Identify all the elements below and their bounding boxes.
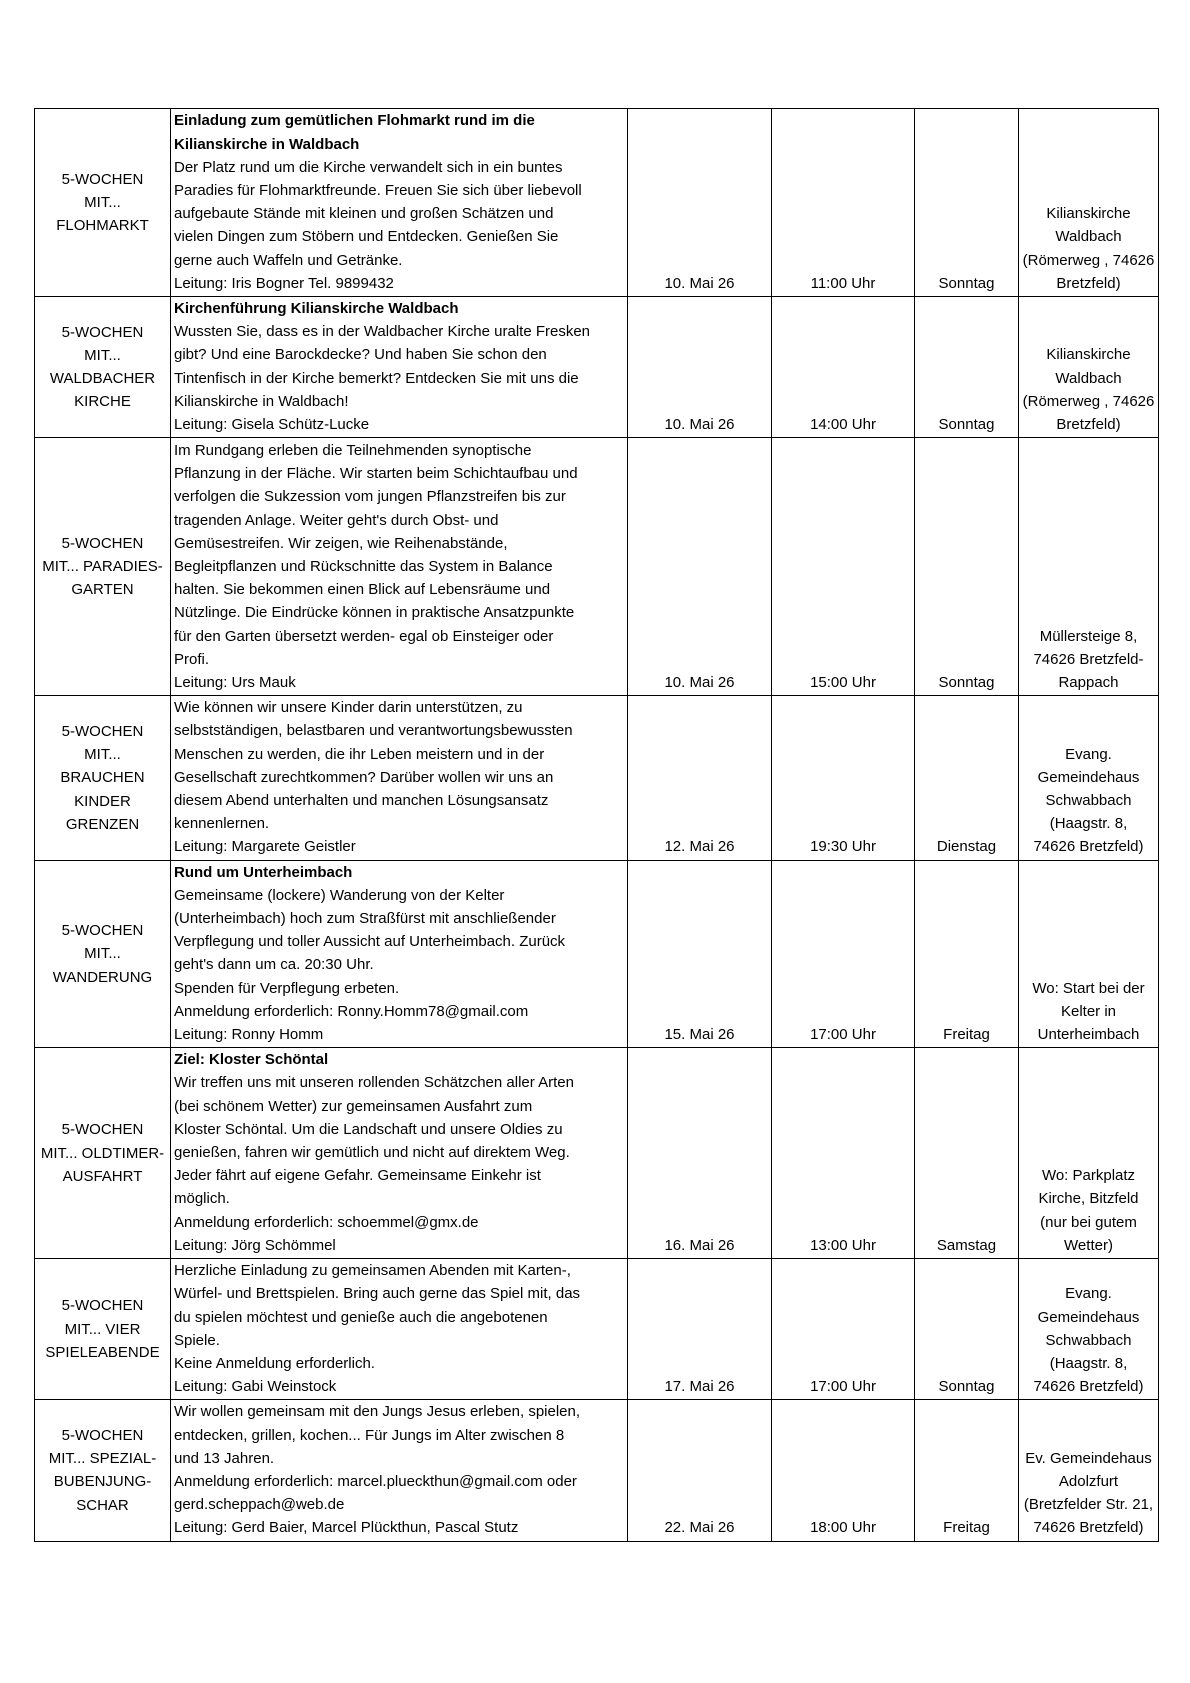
event-category-line: 5-WOCHEN	[61, 1297, 144, 1315]
event-title-line: Kirchenführung Kilianskirche Waldbach	[174, 300, 459, 317]
event-location-line: (nur bei gutem	[1040, 1213, 1137, 1231]
event-description-line: Wussten Sie, dass es in der Waldbacher Kirche uralte Fresken	[174, 323, 591, 341]
event-time-text: 17:00 Uhr	[810, 1378, 876, 1396]
event-location-line: 74626 Bretzfeld)	[1033, 1378, 1144, 1396]
event-description-line: genießen, fahren wir gemütlich und nicht auf direktem Weg.	[174, 1144, 570, 1162]
event-description-line: geht's dann um ca. 20:30 Uhr.	[174, 956, 374, 974]
event-date	[628, 1048, 772, 1259]
event-category-line: MIT...	[84, 193, 121, 211]
event-weekday	[915, 1400, 1019, 1541]
event-weekday	[915, 1048, 1019, 1259]
event-description-line: Menschen zu werden, die ihr Leben meistern und in der	[174, 745, 545, 763]
event-category-line: SCHAR	[76, 1496, 129, 1514]
event-date-text: 10. Mai 26	[664, 274, 735, 292]
event-description-line: diesem Abend unterhalten und manchen Lösungsansatz	[174, 792, 549, 810]
event-time	[772, 109, 915, 297]
event-location-line: Unterheimbach	[1037, 1026, 1140, 1044]
event-description-line: kennenlernen.	[174, 815, 270, 833]
event-category-line: GRENZEN	[65, 815, 140, 833]
event-category-line: BRAUCHEN	[60, 769, 145, 787]
event-category-line: MIT... VIER	[64, 1320, 141, 1338]
event-description-line: Leitung: Gerd Baier, Marcel Plückthun, Pascal Stutz	[174, 1519, 519, 1537]
event-location-line: Rappach	[1058, 674, 1119, 692]
event-category	[35, 297, 171, 438]
event-date-text: 22. Mai 26	[664, 1519, 735, 1537]
event-weekday-text: Sonntag	[938, 1378, 995, 1396]
events-table-body	[35, 109, 1159, 1542]
event-location-line: Adolzfurt	[1058, 1472, 1119, 1490]
event-category-line: WALDBACHER	[49, 370, 156, 388]
event-weekday-text: Freitag	[943, 1026, 990, 1044]
event-category-line: MIT... PARADIES-	[42, 558, 163, 576]
event-description-line: Gemeinsame (lockere) Wanderung von der Kelter	[174, 886, 505, 904]
event-description-line: Leitung: Margarete Geistler	[174, 838, 356, 856]
event-time-text: 18:00 Uhr	[810, 1519, 876, 1537]
event-date-text: 10. Mai 26	[664, 416, 735, 434]
event-description-line: Jeder fährt auf eigene Gefahr. Gemeinsame Einkehr ist	[174, 1167, 541, 1185]
event-description-line: Der Platz rund um die Kirche verwandelt sich in ein buntes	[174, 158, 563, 176]
event-description-line: Nützlinge. Die Eindrücke können in praktische Ansatzpunkte	[174, 604, 575, 622]
event-category-line: BUBENJUNG-	[53, 1473, 152, 1491]
event-location-line: Schwabbach	[1045, 792, 1132, 810]
event-category-line: AUSFAHRT	[62, 1167, 143, 1185]
event-category-line: KINDER	[74, 792, 131, 810]
event-description-line: Paradies für Flohmarktfreunde. Freuen Sie sich über liebevoll	[174, 181, 582, 199]
event-description-line: Anmeldung erforderlich: marcel.plueckthun@gmail.com oder	[174, 1472, 577, 1490]
event-category-line: 5-WOCHEN	[61, 1121, 144, 1139]
event-category-line: KIRCHE	[74, 393, 131, 411]
event-row	[35, 696, 1159, 860]
event-description-line: Anmeldung erforderlich: schoemmel@gmx.de	[174, 1213, 479, 1231]
event-description-line: Keine Anmeldung erforderlich.	[174, 1354, 375, 1372]
event-date-text: 10. Mai 26	[664, 674, 735, 692]
event-weekday	[915, 297, 1019, 438]
event-location	[1019, 860, 1159, 1048]
event-category	[35, 696, 171, 860]
event-category-line: 5-WOCHEN	[61, 534, 144, 552]
event-weekday-text: Samstag	[936, 1236, 997, 1254]
event-category	[35, 860, 171, 1048]
event-description-line: Wie können wir unsere Kinder darin unterstützen, zu	[174, 699, 523, 717]
event-location-line: 74626 Bretzfeld-	[1033, 650, 1144, 668]
event-time-text: 19:30 Uhr	[810, 838, 876, 856]
event-description-line: Leitung: Iris Bogner Tel. 9899432	[174, 274, 394, 292]
event-category-line: WANDERUNG	[52, 968, 153, 986]
event-description-line: gerd.scheppach@web.de	[174, 1496, 345, 1514]
event-category-line: MIT...	[84, 346, 121, 364]
event-weekday	[915, 109, 1019, 297]
event-description-line: vielen Dingen zum Stöbern und Entdecken. Genießen Sie	[174, 228, 559, 246]
event-location	[1019, 1259, 1159, 1400]
event-time-text: 17:00 Uhr	[810, 1026, 876, 1044]
event-weekday-text: Sonntag	[938, 416, 995, 434]
event-description-line: Im Rundgang erleben die Teilnehmenden synoptische	[174, 441, 532, 459]
event-row	[35, 1048, 1159, 1259]
event-description-line: Leitung: Jörg Schömmel	[174, 1236, 336, 1254]
event-description-line: Leitung: Gabi Weinstock	[174, 1378, 337, 1396]
event-location-line: Ev. Gemeindehaus	[1025, 1449, 1152, 1467]
event-time	[772, 1259, 915, 1400]
event-weekday	[915, 696, 1019, 860]
event-location	[1019, 109, 1159, 297]
event-date-text: 17. Mai 26	[664, 1378, 735, 1396]
event-row	[35, 297, 1159, 438]
event-location	[1019, 1400, 1159, 1541]
event-description-line: für den Garten übersetzt werden- egal ob Einsteiger oder	[174, 627, 554, 645]
event-date	[628, 109, 772, 297]
event-description-line: verfolgen die Sukzession vom jungen Pflanzstreifen bis zur	[174, 488, 566, 506]
event-category-line: 5-WOCHEN	[61, 170, 144, 188]
event-description-line: entdecken, grillen, kochen... Für Jungs im Alter zwischen 8	[174, 1426, 565, 1444]
event-description	[171, 109, 628, 297]
event-description-line: Würfel- und Brettspielen. Bring auch gerne das Spiel mit, das	[174, 1285, 581, 1303]
event-location-line: Waldbach	[1055, 228, 1122, 246]
event-weekday	[915, 438, 1019, 696]
event-description-line: (Unterheimbach) hoch zum Straßfürst mit anschließender	[174, 910, 556, 928]
event-time	[772, 860, 915, 1048]
event-date	[628, 297, 772, 438]
event-date	[628, 1259, 772, 1400]
event-row	[35, 109, 1159, 297]
event-location-line: Gemeindehaus	[1037, 1308, 1140, 1326]
event-weekday-text: Sonntag	[938, 274, 995, 292]
event-row	[35, 860, 1159, 1048]
event-row	[35, 438, 1159, 696]
event-time-text: 11:00 Uhr	[810, 274, 876, 292]
event-category-line: MIT... SPEZIAL-	[48, 1450, 157, 1468]
event-description-line: Kloster Schöntal. Um die Landschaft und unsere Oldies zu	[174, 1120, 563, 1138]
event-description-line: Herzliche Einladung zu gemeinsamen Abenden mit Karten-,	[174, 1262, 571, 1280]
event-category-line: SPIELEABENDE	[45, 1343, 160, 1361]
event-date	[628, 438, 772, 696]
event-location-line: Gemeindehaus	[1037, 768, 1140, 786]
event-description-line: Pflanzung in der Fläche. Wir starten beim Schichtaufbau und	[174, 465, 578, 483]
event-description	[171, 1400, 628, 1541]
event-category	[35, 1259, 171, 1400]
event-date-text: 16. Mai 26	[664, 1236, 735, 1254]
event-time	[772, 1400, 915, 1541]
event-title-line: Rund um Unterheimbach	[174, 863, 353, 881]
event-description	[171, 297, 628, 438]
event-location	[1019, 297, 1159, 438]
event-location-line: (Haagstr. 8,	[1049, 815, 1128, 833]
event-location-line: Müllersteige 8,	[1039, 627, 1138, 645]
event-description-line: tragenden Anlage. Weiter geht's durch Obst- und	[174, 511, 499, 529]
event-category-line: 5-WOCHEN	[61, 922, 144, 940]
event-category-line: 5-WOCHEN	[61, 323, 144, 341]
event-location-line: Bretzfeld)	[1056, 274, 1121, 292]
event-description-line: Spenden für Verpflegung erbeten.	[174, 979, 400, 997]
event-description-line: Gemüsestreifen. Wir zeigen, wie Reihenabstände,	[174, 534, 508, 552]
event-time	[772, 696, 915, 860]
event-location-line: Wetter)	[1064, 1236, 1113, 1254]
event-location-line: (Römerweg , 74626	[1022, 251, 1155, 269]
event-description-line: Verpflegung und toller Aussicht auf Unterheimbach. Zurück	[174, 933, 566, 951]
event-location-line: 74626 Bretzfeld)	[1033, 838, 1144, 856]
event-description-line: Leitung: Urs Mauk	[174, 674, 296, 692]
event-time-text: 14:00 Uhr	[810, 416, 876, 434]
event-location-line: Kilianskirche	[1046, 346, 1131, 364]
event-date	[628, 1400, 772, 1541]
event-description	[171, 1048, 628, 1259]
event-location-line: Waldbach	[1055, 369, 1122, 387]
event-category-line: MIT... OLDTIMER-	[40, 1144, 165, 1162]
event-location-line: Wo: Start bei der	[1032, 979, 1145, 997]
event-time-text: 15:00 Uhr	[810, 674, 876, 692]
event-description-line: gibt? Und eine Barockdecke? Und haben Sie schon den	[174, 346, 547, 364]
event-date	[628, 696, 772, 860]
event-location-line: Evang.	[1065, 1285, 1112, 1303]
event-description-line: und 13 Jahren.	[174, 1449, 275, 1467]
event-location-line: 74626 Bretzfeld)	[1033, 1519, 1144, 1537]
event-description-line: Wir wollen gemeinsam mit den Jungs Jesus erleben, spielen,	[174, 1403, 581, 1421]
event-category-line: GARTEN	[71, 581, 134, 599]
event-description-line: Begleitpflanzen und Rückschnitte das System in Balance	[174, 558, 553, 575]
event-location	[1019, 696, 1159, 860]
event-description-line: Gesellschaft zurechtkommen? Darüber wollen wir uns an	[174, 768, 554, 786]
event-location	[1019, 438, 1159, 696]
event-description	[171, 696, 628, 860]
event-weekday-text: Dienstag	[936, 838, 997, 856]
event-weekday	[915, 860, 1019, 1048]
event-location-line: (Haagstr. 8,	[1049, 1354, 1128, 1372]
event-description-line: Profi.	[174, 650, 210, 668]
event-location-line: Kirche, Bitzfeld	[1038, 1190, 1139, 1208]
event-category-line: 5-WOCHEN	[61, 722, 144, 740]
event-category-line: MIT...	[84, 945, 121, 963]
event-description-line: Kilianskirche in Waldbach!	[174, 392, 349, 410]
event-description-line: Spiele.	[174, 1331, 220, 1349]
event-description-line: (bei schönem Wetter) zur gemeinsamen Ausfahrt zum	[174, 1097, 533, 1115]
event-time	[772, 297, 915, 438]
event-row	[35, 1259, 1159, 1400]
event-description	[171, 438, 628, 696]
event-category	[35, 438, 171, 696]
event-description-line: gerne auch Waffeln und Getränke.	[174, 251, 403, 269]
event-description	[171, 860, 628, 1048]
event-time	[772, 1048, 915, 1259]
event-title-line: Kilianskirche in Waldbach	[174, 135, 360, 153]
event-weekday	[915, 1259, 1019, 1400]
event-time	[772, 438, 915, 696]
event-location-line: Schwabbach	[1045, 1331, 1132, 1349]
event-description-line: Leitung: Ronny Homm	[174, 1026, 324, 1044]
event-description-line: du spielen möchtest und genieße auch die angebotenen	[174, 1308, 548, 1326]
event-description-line: möglich.	[174, 1190, 230, 1208]
event-category	[35, 1048, 171, 1259]
event-location-line: Kilianskirche	[1046, 205, 1131, 223]
event-location-line: Evang.	[1065, 745, 1112, 763]
event-weekday-text: Freitag	[943, 1519, 990, 1537]
event-category-line: FLOHMARKT	[56, 217, 149, 235]
event-description-line: halten. Sie bekommen einen Blick auf Lebensräume und	[174, 581, 551, 599]
event-location	[1019, 1048, 1159, 1259]
event-date-text: 15. Mai 26	[664, 1026, 735, 1044]
event-location-line: (Bretzfelder Str. 21,	[1023, 1496, 1154, 1514]
event-category	[35, 1400, 171, 1541]
event-description-line: selbstständigen, belastbaren und verantwortungsbewussten	[174, 722, 573, 740]
event-description	[171, 1259, 628, 1400]
event-date-text: 12. Mai 26	[664, 838, 735, 856]
event-date	[628, 860, 772, 1048]
event-location-line: Wo: Parkplatz	[1041, 1167, 1136, 1185]
event-location-line: (Römerweg , 74626	[1022, 392, 1155, 410]
event-time-text: 13:00 Uhr	[810, 1236, 876, 1254]
event-location-line: Kelter in	[1060, 1002, 1117, 1020]
events-table	[34, 108, 1159, 1542]
event-category	[35, 109, 171, 297]
event-category-line: MIT...	[84, 746, 121, 764]
event-row	[35, 1400, 1159, 1541]
event-description-line: Leitung: Gisela Schütz-Lucke	[174, 416, 370, 434]
event-title-line: Ziel: Kloster Schöntal	[174, 1051, 329, 1069]
event-description-line: Anmeldung erforderlich: Ronny.Homm78@gmail.com	[174, 1002, 529, 1020]
event-category-line: 5-WOCHEN	[61, 1427, 144, 1445]
event-description-line: aufgebaute Stände mit kleinen und großen Schätzen und	[174, 205, 554, 223]
event-title-line: Einladung zum gemütlichen Flohmarkt rund im die	[174, 112, 535, 130]
event-description-line: Tintenfisch in der Kirche bemerkt? Entdecken Sie mit uns die	[174, 369, 579, 387]
event-weekday-text: Sonntag	[938, 674, 995, 692]
event-location-line: Bretzfeld)	[1056, 416, 1121, 434]
event-description-line: Wir treffen uns mit unseren rollenden Schätzchen aller Arten	[174, 1074, 574, 1092]
